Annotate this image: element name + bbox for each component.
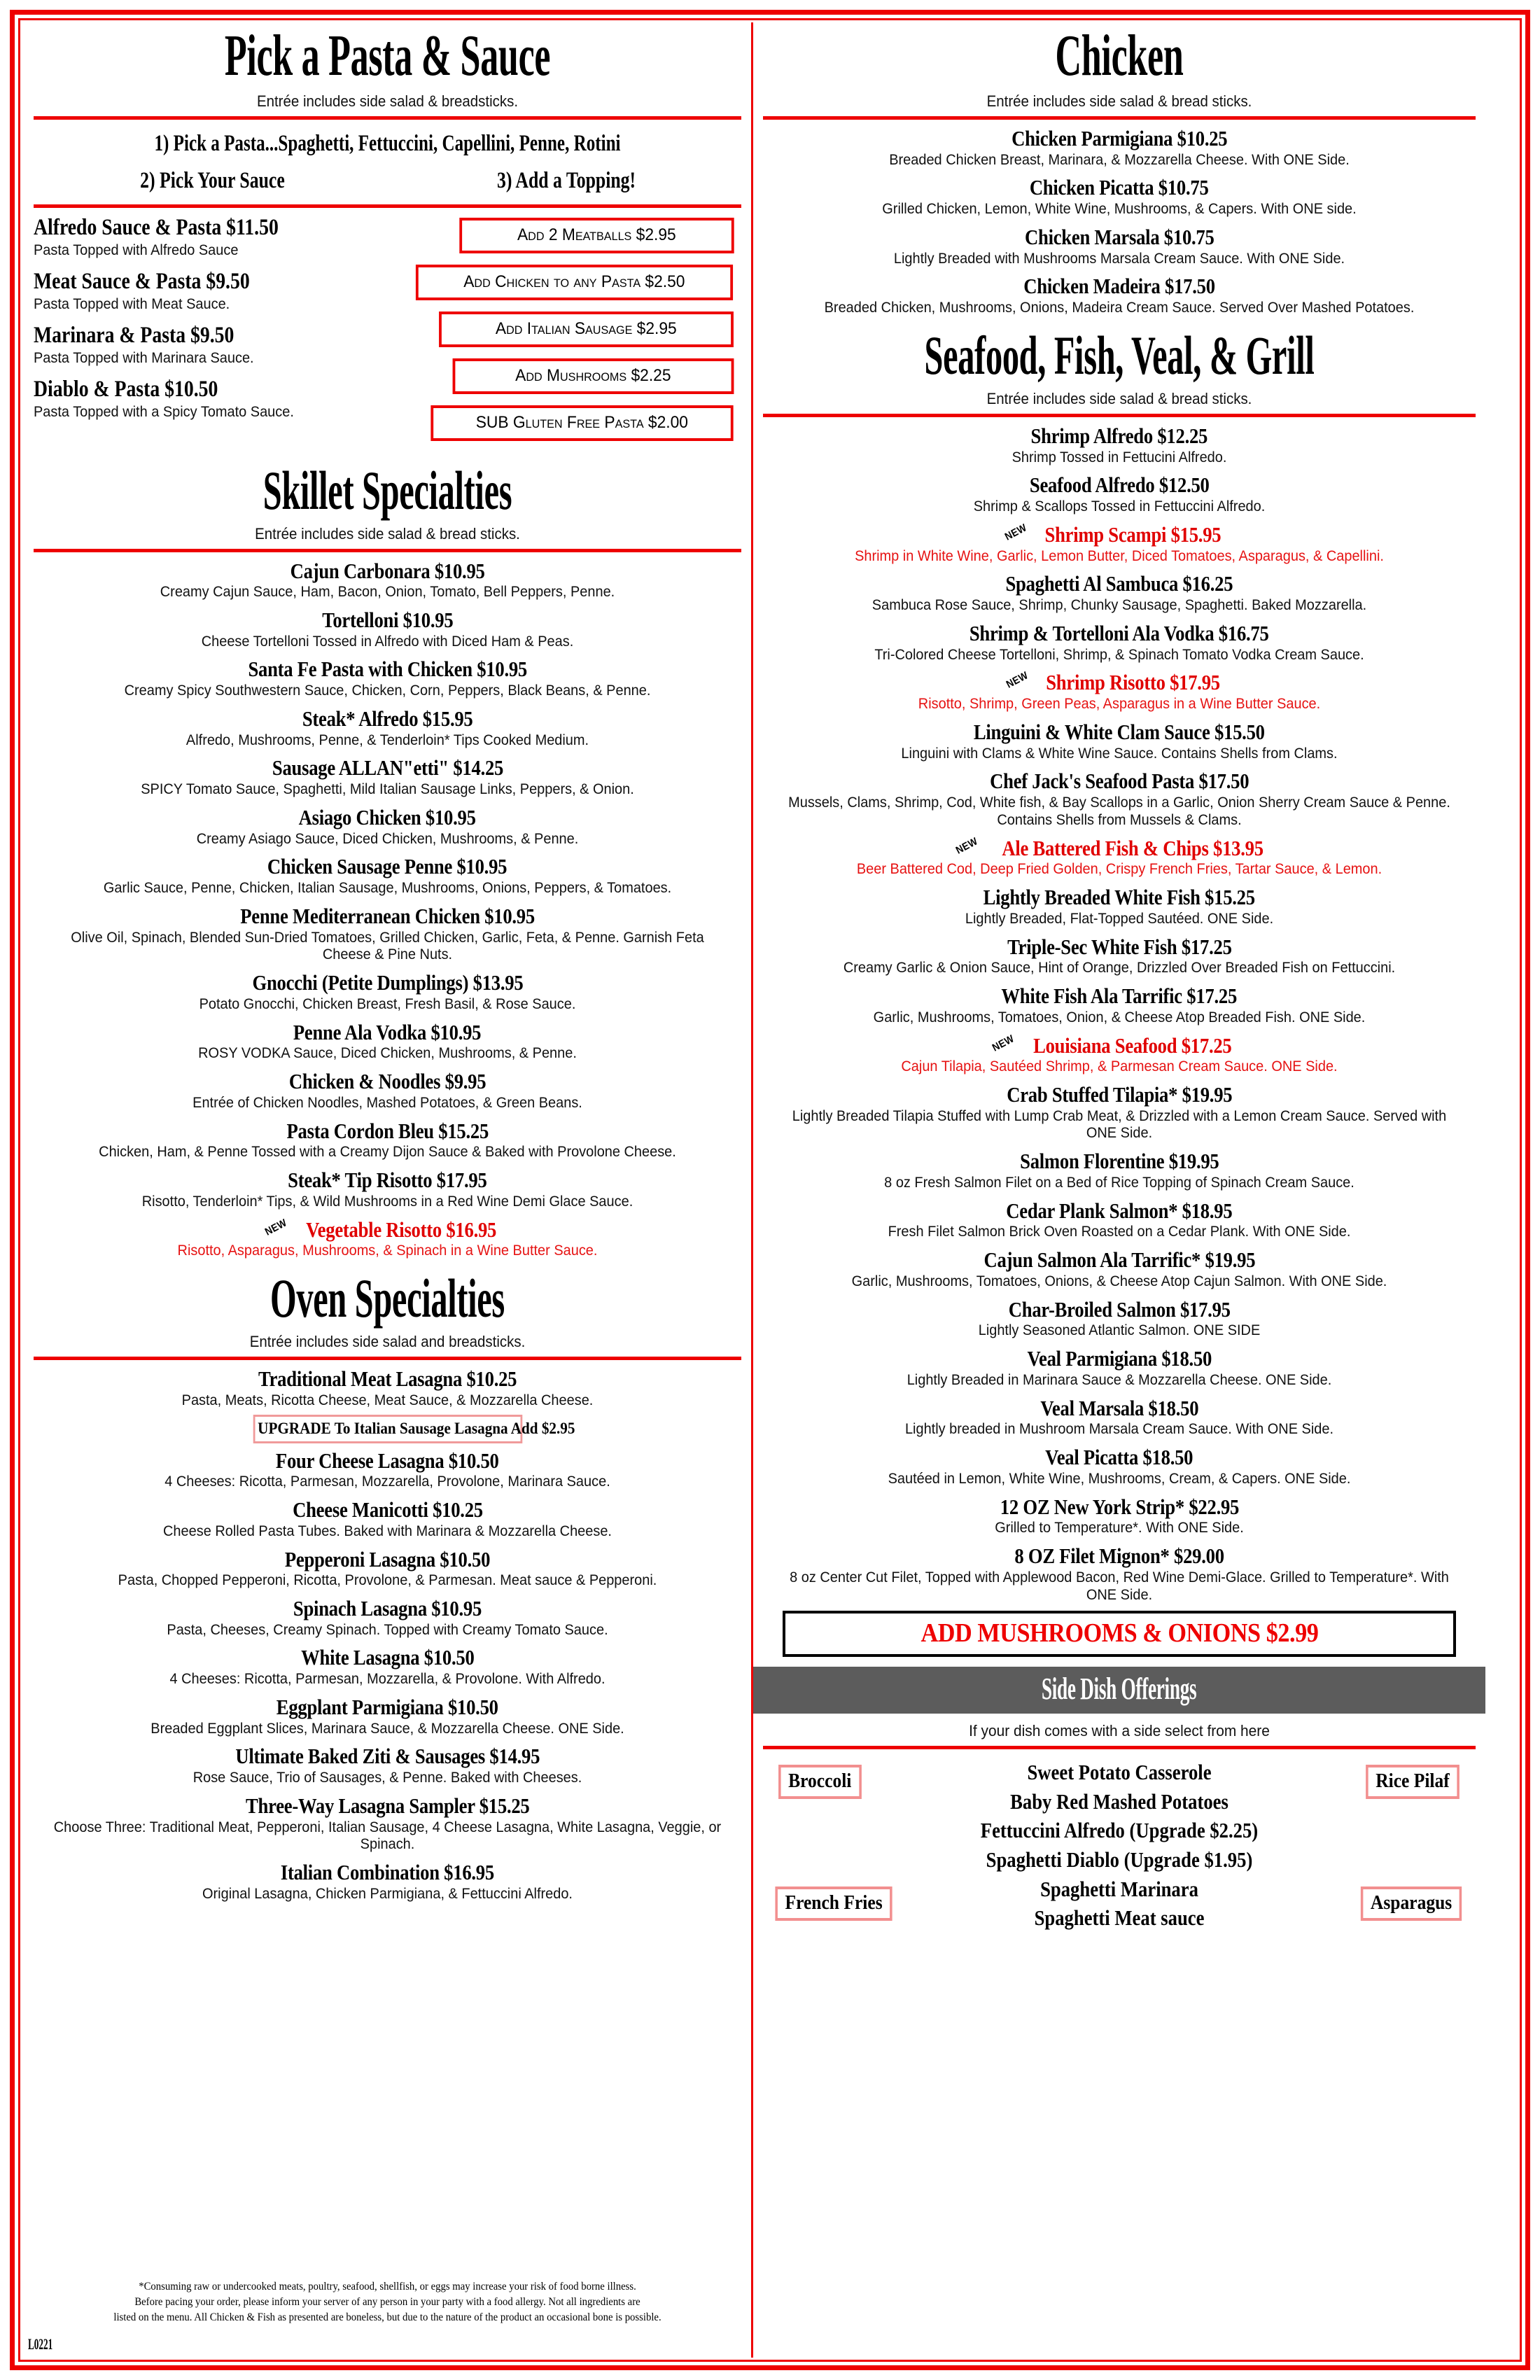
item-desc: Lightly breaded in Mushroom Marsala Cream Sauce. With ONE Side. — [904, 1421, 1334, 1438]
item-desc: Creamy Asiago Sauce, Diced Chicken, Mushrooms, & Penne. — [196, 830, 579, 847]
item-desc: Lightly Breaded in Marinara Sauce & Mozzarella Cheese. ONE Side. — [906, 1371, 1332, 1388]
new-badge: NEW — [262, 1216, 289, 1238]
item-name: Shrimp & Tortelloni Ala Vodka $16.75 — [969, 620, 1269, 645]
menu-item — [763, 836, 1476, 878]
menu-item — [763, 127, 1476, 169]
item-name: Cedar Plank Salmon* $18.95 — [1006, 1198, 1233, 1223]
sauce-name: Diablo & Pasta $10.50 — [34, 376, 218, 402]
item-name: Louisiana Seafood $17.25 — [1033, 1032, 1232, 1058]
item-desc: Garlic, Mushrooms, Tomatoes, Onions, & Cheese Atop Cajun Salmon. With ONE Side. — [851, 1273, 1387, 1289]
side-item: Fettuccini Alfredo (Upgrade $2.25) — [980, 1818, 1259, 1843]
sauce-name: Marinara & Pasta $9.50 — [34, 322, 234, 348]
disclaimer-line-1: *Consuming raw or undercooked meats, poultry, seafood, shellfish, or eggs may increase your risk of food borne illness. — [139, 2281, 636, 2292]
item-name: Vegetable Risotto $16.95 — [305, 1217, 496, 1242]
menu-item — [763, 1149, 1476, 1191]
item-name: 8 OZ Filet Mignon* $29.00 — [1014, 1544, 1224, 1569]
new-badge: NEW — [953, 834, 980, 857]
disclaimer-line-2: Before pacing your order, please inform your server of any person in your party with a food allergy. Not all ingredients are — [134, 2296, 640, 2308]
item-desc: Breaded Chicken, Mushrooms, Onions, Madeira Cream Sauce. Served Over Mashed Potatoes. — [824, 300, 1415, 316]
item-desc: Creamy Spicy Southwestern Sauce, Chicken, Corn, Peppers, Black Beans, & Penne. — [124, 682, 651, 699]
addon-gluten-free-pasta: SUB Gluten Free Pasta $2.00 — [431, 405, 734, 441]
menu-item — [763, 1298, 1476, 1340]
item-desc: Linguini with Clams & White Wine Sauce. Contains Shells from Clams. — [901, 745, 1338, 762]
disclaimer-line-3: listed on the menu. All Chicken & Fish as presented are boneless, but due to the nature of the product an occasional bone is possible. — [113, 2311, 662, 2323]
menu-item — [763, 1347, 1476, 1389]
list-item — [34, 269, 391, 313]
item-name: Chicken Picatta $10.75 — [1030, 175, 1209, 200]
item-name: Four Cheese Lasagna $10.50 — [276, 1448, 499, 1473]
item-desc: ROSY VODKA Sauce, Diced Chicken, Mushrooms, & Penne. — [198, 1045, 577, 1062]
side-item: Baby Red Mashed Potatoes — [1010, 1788, 1228, 1814]
item-name: Pepperoni Lasagna $10.50 — [284, 1546, 491, 1572]
menu-item — [34, 1744, 741, 1786]
menu-item — [34, 1695, 741, 1737]
item-desc: Lightly Seasoned Atlantic Salmon. ONE SIDE — [978, 1322, 1261, 1339]
menu-item — [763, 1396, 1476, 1438]
item-name: Penne Mediterranean Chicken $10.95 — [240, 903, 535, 928]
item-desc: 8 oz Center Cut Filet, Topped with Applewood Bacon, Red Wine Demi-Glace. Grilled to Temperature*. With ONE Side. — [790, 1569, 1449, 1603]
list-item — [34, 215, 391, 259]
item-name: Spaghetti Al Sambuca $16.25 — [1005, 571, 1233, 596]
menu-item — [34, 1597, 741, 1639]
item-name: Crab Stuffed Tilapia* $19.95 — [1006, 1082, 1233, 1107]
menu-item — [763, 1495, 1476, 1537]
divider — [34, 204, 741, 208]
item-name: Sausage ALLAN"etti" $14.25 — [272, 755, 503, 780]
sauce-desc: Pasta Topped with Alfredo Sauce — [34, 241, 239, 258]
skillet-section-subtitle: Entrée includes side salad & bread sticks. — [255, 524, 520, 542]
addon-meatballs: Add 2 Meatballs $2.95 — [460, 218, 734, 253]
item-name: Seafood Alfredo $12.50 — [1029, 472, 1210, 498]
menu-columns — [24, 22, 1516, 2358]
menu-item — [763, 424, 1476, 466]
menu-item — [763, 1544, 1476, 1604]
menu-item — [763, 886, 1476, 927]
item-desc: 8 oz Fresh Salmon Filet on a Bed of Rice Topping of Spinach Cream Sauce. — [884, 1174, 1354, 1191]
menu-item — [763, 1034, 1476, 1076]
item-desc: Sambuca Rose Sauce, Shrimp, Chunky Sausage, Spaghetti. Baked Mozzarella. — [872, 597, 1367, 614]
menu-item — [34, 1168, 741, 1210]
menu-item — [763, 572, 1476, 614]
item-name: Spinach Lasagna $10.95 — [293, 1595, 482, 1620]
item-desc: Chicken, Ham, & Penne Tossed with a Creamy Dijon Sauce & Baked with Provolone Cheese. — [99, 1144, 676, 1161]
legal-disclaimer — [52, 2279, 722, 2325]
side-chip-broccoli: Broccoli — [778, 1765, 861, 1799]
new-badge: NEW — [1003, 522, 1030, 543]
menu-item — [34, 756, 741, 798]
menu-item — [34, 1218, 741, 1260]
add-mushrooms-onions-label: ADD MUSHROOMS & ONIONS $2.99 — [920, 1618, 1318, 1648]
side-item: Spaghetti Diablo (Upgrade $1.95) — [986, 1847, 1253, 1872]
item-name: Veal Marsala $18.50 — [1040, 1395, 1198, 1420]
item-name: Penne Ala Vodka $10.95 — [293, 1019, 482, 1044]
item-name: Shrimp Risotto $17.95 — [1045, 670, 1220, 695]
item-name: Santa Fe Pasta with Chicken $10.95 — [248, 657, 527, 682]
addon-box-list — [398, 215, 741, 452]
menu-item — [34, 657, 741, 699]
item-desc: Sautéed in Lemon, White Wine, Mushrooms, Cream, & Capers. ONE Side. — [888, 1470, 1351, 1487]
menu-item — [763, 984, 1476, 1026]
divider — [763, 414, 1476, 417]
item-desc: Original Lasagna, Chicken Parmigiana, & Fettuccini Alfredo. — [202, 1885, 573, 1902]
item-desc: Pasta, Cheeses, Creamy Spinach. Topped with Creamy Tomato Sauce. — [167, 1621, 608, 1638]
pasta-section-title: Pick a Pasta & Sauce — [224, 23, 551, 88]
side-dish-subtitle: If your dish comes with a side select from here — [969, 1722, 1270, 1740]
item-name: Veal Parmigiana $18.50 — [1027, 1346, 1212, 1371]
pasta-section-subtitle: Entrée includes side salad & breadsticks. — [256, 92, 519, 110]
menu-item — [34, 1119, 741, 1161]
menu-item — [34, 1070, 741, 1112]
menu-item — [34, 559, 741, 601]
pasta-step-2: 2) Pick Your Sauce — [140, 168, 285, 194]
item-name: Chicken Marsala $10.75 — [1024, 224, 1214, 249]
list-item — [34, 377, 391, 421]
menu-item — [763, 176, 1476, 218]
divider — [34, 116, 741, 120]
menu-item — [763, 523, 1476, 565]
item-desc: Shrimp & Scallops Tossed in Fettuccini Alfredo. — [973, 498, 1266, 515]
section-skillet-specialties — [34, 459, 741, 1261]
item-desc: Potato Gnocchi, Chicken Breast, Fresh Basil, & Rose Sauce. — [199, 995, 576, 1012]
item-name: Chicken Madeira $17.50 — [1023, 274, 1215, 299]
new-badge: NEW — [1004, 669, 1030, 692]
addon-chicken: Add Chicken to any Pasta $2.50 — [416, 265, 733, 300]
item-name: Eggplant Parmigiana $10.50 — [276, 1694, 498, 1719]
item-name: Tortelloni $10.95 — [321, 607, 454, 632]
side-chip-rice-pilaf: Rice Pilaf — [1366, 1765, 1460, 1799]
add-mushrooms-onions-banner — [783, 1611, 1456, 1657]
item-desc: Alfredo, Mushrooms, Penne, & Tenderloin* Tips Cooked Medium. — [186, 732, 589, 748]
item-name: Chicken Parmigiana $10.25 — [1011, 126, 1228, 150]
section-side-dish-offerings — [763, 1667, 1476, 1940]
item-desc: Creamy Garlic & Onion Sauce, Hint of Orange, Drizzled Over Breaded Fish on Fettuccini. — [843, 960, 1396, 976]
chicken-section-subtitle: Entrée includes side salad & bread sticks. — [986, 92, 1252, 110]
item-name: Linguini & White Clam Sauce $15.50 — [974, 719, 1265, 744]
list-item — [34, 323, 391, 367]
item-name: Cheese Manicotti $10.25 — [292, 1497, 483, 1522]
item-name: 12 OZ New York Strip* $22.95 — [1000, 1494, 1239, 1519]
item-desc: Risotto, Tenderloin* Tips, & Wild Mushrooms in a Red Wine Demi Glace Sauce. — [141, 1193, 634, 1210]
side-item: Spaghetti Marinara — [1040, 1876, 1198, 1901]
menu-item — [34, 855, 741, 897]
sauce-desc: Pasta Topped with a Spicy Tomato Sauce. — [34, 403, 294, 420]
section-pick-a-pasta — [34, 23, 741, 452]
menu-item — [34, 608, 741, 650]
item-name: Traditional Meat Lasagna $10.25 — [258, 1366, 517, 1392]
menu-item — [763, 1446, 1476, 1488]
sauce-and-addons — [34, 215, 741, 452]
menu-item — [763, 1248, 1476, 1290]
pasta-step-1: 1) Pick a Pasta...Spaghetti, Fettuccini, Capellini, Penne, Rotini — [154, 131, 621, 156]
item-desc: Breaded Chicken Breast, Marinara, & Mozzarella Cheese. With ONE Side. — [889, 151, 1350, 168]
menu-item — [763, 622, 1476, 664]
section-seafood-fish-veal-grill — [763, 324, 1476, 1657]
menu-item — [763, 671, 1476, 713]
divider — [763, 116, 1476, 120]
seafood-section-subtitle: Entrée includes side salad & bread sticks. — [986, 389, 1252, 407]
item-name: Lightly Breaded White Fish $15.25 — [983, 885, 1256, 910]
item-desc: 4 Cheeses: Ricotta, Parmesan, Mozzarella, Provolone, Marinara Sauce. — [164, 1474, 610, 1490]
menu-version-code: L0221 — [28, 2335, 53, 2353]
item-name: Shrimp Alfredo $12.25 — [1030, 423, 1208, 448]
divider — [763, 1746, 1476, 1749]
item-desc: Pasta, Meats, Ricotta Cheese, Meat Sauce, & Mozzarella Cheese. — [181, 1392, 594, 1408]
item-desc: Lightly Breaded, Flat-Topped Sautéed. ONE Side. — [965, 910, 1274, 927]
item-desc: Pasta, Chopped Pepperoni, Ricotta, Provolone, & Parmesan. Meat sauce & Pepperoni. — [118, 1572, 657, 1589]
item-name: Ultimate Baked Ziti & Sausages $14.95 — [235, 1744, 540, 1769]
side-dish-title: Side Dish Offerings — [1042, 1672, 1197, 1707]
menu-item — [763, 225, 1476, 267]
item-desc: Shrimp in White Wine, Garlic, Lemon Butter, Diced Tomatoes, Asparagus, & Capellini. — [855, 547, 1384, 564]
side-dish-header-bar — [753, 1667, 1485, 1714]
menu-item — [34, 1498, 741, 1540]
item-name: Steak* Tip Risotto $17.95 — [288, 1168, 487, 1193]
sauce-name: Meat Sauce & Pasta $9.50 — [34, 268, 250, 294]
menu-item — [34, 1449, 741, 1491]
item-desc: Creamy Cajun Sauce, Ham, Bacon, Onion, Tomato, Bell Peppers, Penne. — [160, 584, 615, 601]
item-name: Gnocchi (Petite Dumplings) $13.95 — [252, 970, 523, 995]
seafood-section-title: Seafood, Fish, Veal, & Grill — [924, 324, 1315, 386]
left-column — [24, 22, 753, 2358]
menu-item — [763, 1199, 1476, 1241]
item-name: Steak* Alfredo $15.95 — [302, 706, 473, 731]
upgrade-italian-sausage-lasagna: UPGRADE To Italian Sausage Lasagna Add $2.95 — [253, 1415, 522, 1443]
side-item: Spaghetti Meat sauce — [1034, 1905, 1205, 1931]
sauce-desc: Pasta Topped with Meat Sauce. — [34, 295, 230, 312]
item-name: Char-Broiled Salmon $17.95 — [1008, 1296, 1231, 1322]
oven-section-title: Oven Specialties — [270, 1268, 505, 1329]
item-name: White Lasagna $10.50 — [300, 1645, 475, 1670]
section-oven-specialties — [34, 1268, 741, 1903]
addon-mushrooms: Add Mushrooms $2.25 — [453, 358, 734, 394]
item-name: Ale Battered Fish & Chips $13.95 — [1002, 835, 1264, 860]
menu-item — [763, 720, 1476, 762]
item-name: White Fish Ala Tarrific $17.25 — [1001, 983, 1238, 1009]
item-desc: SPICY Tomato Sauce, Spaghetti, Mild Italian Sausage Links, Peppers, & Onion. — [141, 781, 634, 798]
item-name: Asiago Chicken $10.95 — [298, 804, 477, 830]
addon-italian-sausage: Add Italian Sausage $2.95 — [439, 312, 734, 347]
skillet-section-title: Skillet Specialties — [262, 459, 512, 521]
divider — [34, 1357, 741, 1360]
item-desc: Risotto, Shrimp, Green Peas, Asparagus in a Wine Butter Sauce. — [918, 696, 1321, 713]
menu-item — [34, 806, 741, 848]
item-desc: Cheese Rolled Pasta Tubes. Baked with Marinara & Mozzarella Cheese. — [163, 1522, 612, 1539]
item-desc: Grilled Chicken, Lemon, White Wine, Mushrooms, & Capers. With ONE side. — [882, 201, 1357, 218]
item-desc: Mussels, Clams, Shrimp, Cod, White fish, & Bay Scallops in a Garlic, Onion Sherry Cream Sauce & Penne. Contains Shells from Mussels & Clams. — [788, 794, 1450, 828]
item-name: Pasta Cordon Bleu $15.25 — [286, 1118, 489, 1143]
item-desc: Grilled to Temperature*. With ONE Side. — [995, 1520, 1244, 1536]
item-desc: Fresh Filet Salmon Brick Oven Roasted on a Cedar Plank. With ONE Side. — [888, 1224, 1351, 1240]
item-name: Veal Picatta $18.50 — [1045, 1445, 1194, 1470]
menu-item — [34, 707, 741, 749]
menu-item — [763, 1083, 1476, 1142]
side-chip-asparagus: Asparagus — [1361, 1886, 1462, 1921]
menu-item — [34, 1548, 741, 1590]
menu-item — [34, 1646, 741, 1688]
pasta-steps — [34, 127, 741, 199]
item-name: Three-Way Lasagna Sampler $15.25 — [245, 1793, 530, 1818]
menu-item — [34, 1794, 741, 1854]
item-desc: Lightly Breaded Tilapia Stuffed with Lump Crab Meat, & Drizzled with a Lemon Cream Sauce. Served with ONE Side. — [792, 1107, 1447, 1142]
item-desc: 4 Cheeses: Ricotta, Parmesan, Mozzarella, & Provolone. With Alfredo. — [169, 1671, 606, 1688]
menu-item — [763, 473, 1476, 515]
menu-item — [34, 971, 741, 1013]
item-desc: Breaded Eggplant Slices, Marinara Sauce, & Mozzarella Cheese. ONE Side. — [150, 1720, 624, 1737]
new-badge: NEW — [990, 1032, 1016, 1054]
menu-item — [763, 769, 1476, 829]
item-name: Triple-Sec White Fish $17.25 — [1007, 934, 1232, 959]
divider — [34, 549, 741, 552]
menu-item — [763, 935, 1476, 977]
oven-section-subtitle: Entrée includes side salad and breadsticks. — [249, 1333, 526, 1351]
pasta-step-3: 3) Add a Topping! — [496, 168, 636, 194]
sauce-desc: Pasta Topped with Marinara Sauce. — [34, 349, 254, 366]
item-name: Chicken Sausage Penne $10.95 — [267, 854, 507, 879]
sauce-list — [34, 215, 391, 452]
item-desc: Lightly Breaded with Mushrooms Marsala Cream Sauce. With ONE Side. — [893, 250, 1345, 267]
item-desc: Rose Sauce, Trio of Sausages, & Penne. Baked with Cheeses. — [192, 1770, 582, 1786]
menu-item — [34, 1021, 741, 1063]
item-desc: Cajun Tilapia, Sautéed Shrimp, & Parmesan Cream Sauce. ONE Side. — [901, 1058, 1338, 1075]
item-desc: Olive Oil, Spinach, Blended Sun-Dried Tomatoes, Grilled Chicken, Garlic, Feta, & Penne. Garnish Feta Cheese & Pine Nuts. — [71, 929, 704, 963]
item-name: Cajun Carbonara $10.95 — [290, 558, 485, 583]
menu-item — [34, 1367, 741, 1409]
item-desc: Garlic, Mushrooms, Tomatoes, Onion, & Cheese Atop Breaded Fish. ONE Side. — [873, 1009, 1366, 1026]
section-chicken — [763, 23, 1476, 317]
side-item: Sweet Potato Casserole — [1027, 1760, 1212, 1785]
item-name: Salmon Florentine $19.95 — [1019, 1149, 1219, 1174]
item-desc: Entrée of Chicken Noodles, Mashed Potatoes, & Green Beans. — [192, 1094, 582, 1111]
menu-item — [34, 1861, 741, 1903]
item-desc: Garlic Sauce, Penne, Chicken, Italian Sausage, Mushrooms, Onions, Peppers, & Tomatoes. — [103, 880, 672, 897]
sauce-name: Alfredo Sauce & Pasta $11.50 — [34, 214, 279, 240]
right-column — [753, 22, 1485, 2358]
side-dish-grid — [763, 1758, 1476, 1940]
item-desc: Cheese Tortelloni Tossed in Alfredo with Diced Ham & Peas. — [201, 633, 574, 650]
item-name: Shrimp Scampi $15.95 — [1044, 522, 1222, 547]
chicken-section-title: Chicken — [1055, 23, 1184, 88]
item-name: Chicken & Noodles $9.95 — [288, 1069, 486, 1094]
item-desc: Risotto, Asparagus, Mushrooms, & Spinach in a Wine Butter Sauce. — [177, 1242, 598, 1259]
item-name: Cajun Salmon Ala Tarrific* $19.95 — [983, 1247, 1255, 1273]
item-desc: Choose Three: Traditional Meat, Pepperoni, Italian Sausage, 4 Cheese Lasagna, White Lasagna, Veggie, or Spinach. — [53, 1819, 722, 1853]
item-desc: Tri-Colored Cheese Tortelloni, Shrimp, & Spinach Tomato Vodka Cream Sauce. — [874, 646, 1364, 663]
side-dish-center-list — [763, 1758, 1476, 1932]
item-desc: Beer Battered Cod, Deep Fried Golden, Crispy French Fries, Tartar Sauce, & Lemon. — [856, 861, 1382, 878]
item-name: Chef Jack's Seafood Pasta $17.50 — [989, 769, 1250, 794]
item-name: Italian Combination $16.95 — [280, 1860, 495, 1885]
side-chip-french-fries: French Fries — [775, 1886, 892, 1921]
menu-item — [34, 904, 741, 964]
menu-item — [763, 274, 1476, 316]
item-desc: Shrimp Tossed in Fettucini Alfredo. — [1011, 449, 1227, 465]
